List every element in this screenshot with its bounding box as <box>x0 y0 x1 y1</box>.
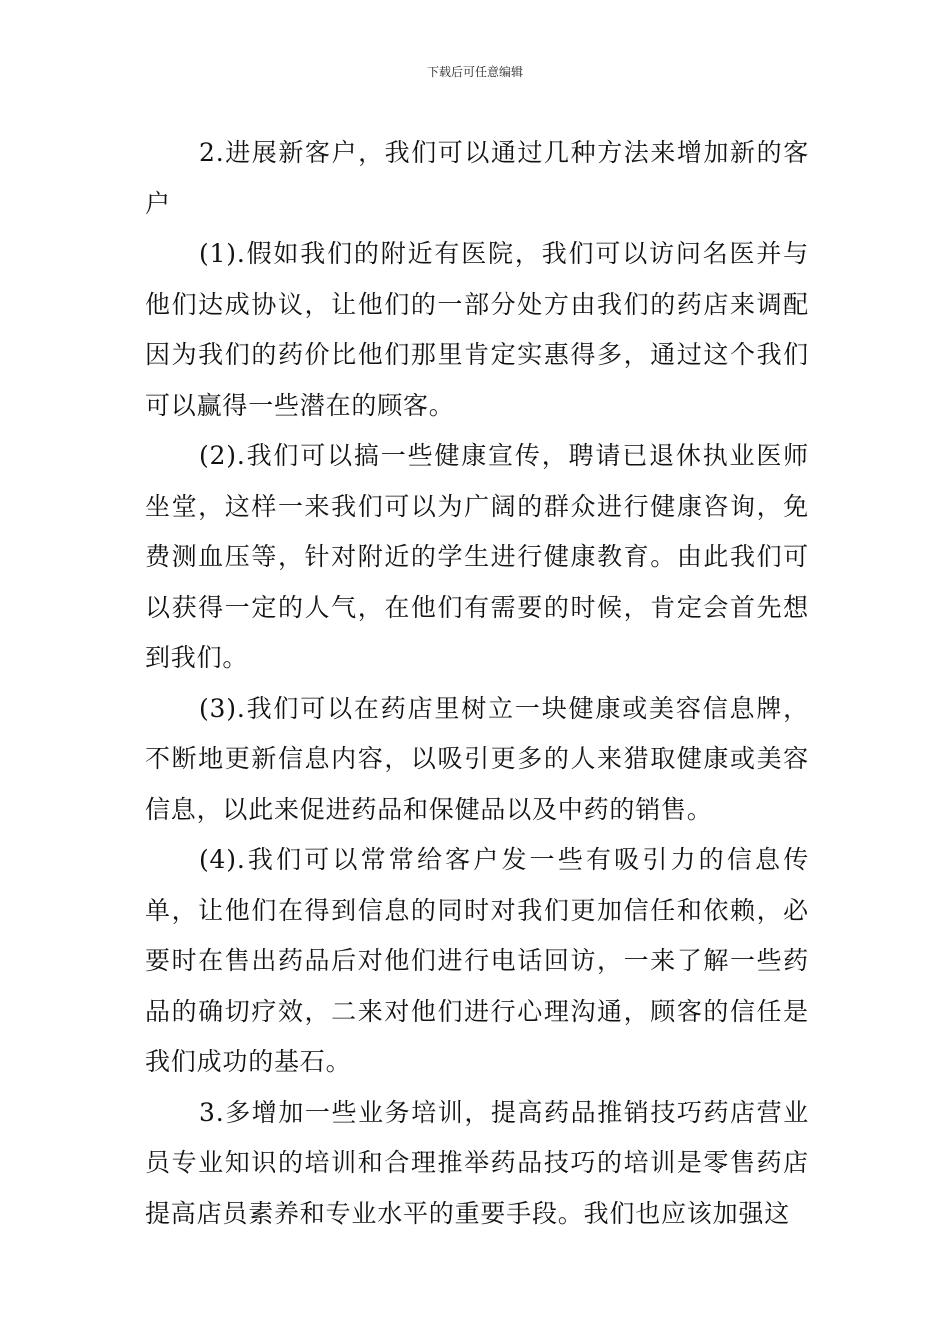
paragraph-flyers: (4).我们可以常常给客户发一些有吸引力的信息传单，让他们在得到信息的同时对我们更加信任和依赖，必要时在售出药品后对他们进行电话回访，一来了解一些药品的确切疗效，二来对他们进行心理沟通，顾客的信任是我们成功的基石。 <box>145 845 809 1076</box>
paragraph-health-promotion: (2).我们可以搞一些健康宣传，聘请已退休执业医师坐堂，这样一来我们可以为广阔的群众进行健康咨询，免费测血压等，针对附近的学生进行健康教育。由此我们可以获得一定的人气，在他们有需要的时候，肯定会首先想到我们。 <box>145 441 809 672</box>
paragraph-hospital: (1).假如我们的附近有医院，我们可以访问名医并与他们达成协议，让他们的一部分处方由我们的药店来调配因为我们的药价比他们那里肯定实惠得多，通过这个我们可以赢得一些潜在的顾客。 <box>145 239 809 420</box>
paragraph-info-board: (3).我们可以在药店里树立一块健康或美容信息牌，不断地更新信息内容，以吸引更多的人来猎取健康或美容信息，以此来促进药品和保健品以及中药的销售。 <box>145 693 809 824</box>
document-body <box>145 128 809 1239</box>
paragraph-new-customers: 2.进展新客户，我们可以通过几种方法来增加新的客户 <box>145 138 809 218</box>
page-header: 下载后可任意编辑 <box>426 65 523 79</box>
paragraph-training: 3.多增加一些业务培训，提高药品推销技巧药店营业员专业知识的培训和合理推举药品技巧的培训是零售药店提高店员素养和专业水平的重要手段。我们也应该加强这 <box>145 1097 809 1228</box>
